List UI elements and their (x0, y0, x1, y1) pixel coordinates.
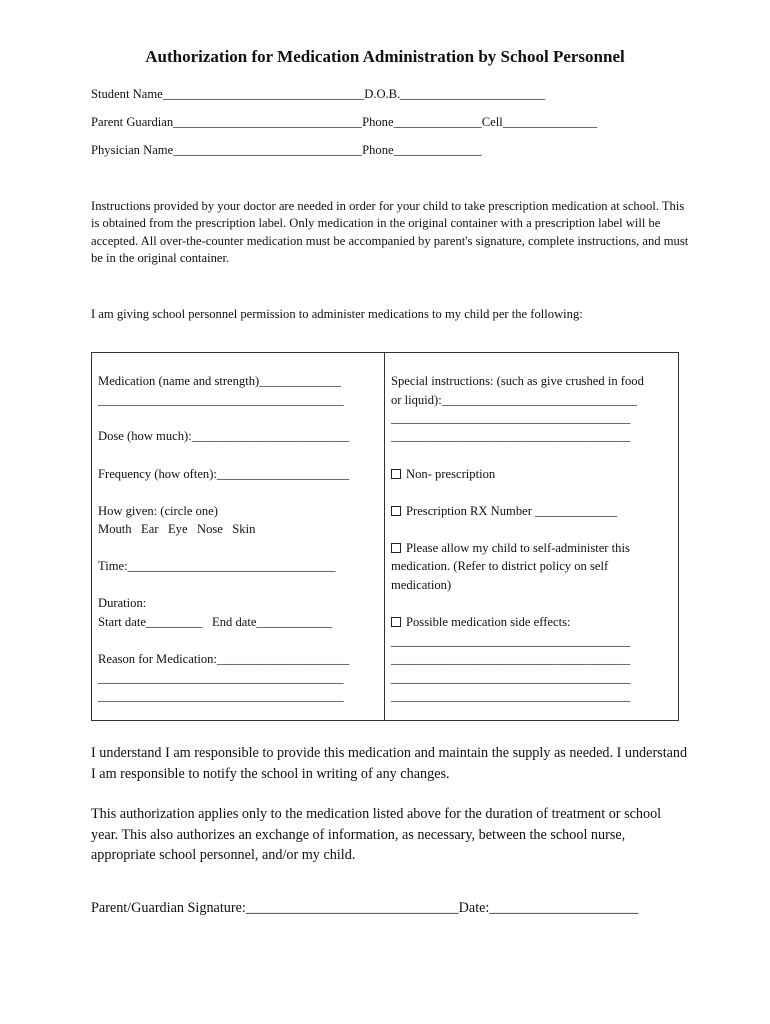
side-effects-line[interactable]: ______________________________________ (391, 671, 631, 685)
special-instructions-field[interactable]: or liquid):_______________________________ (391, 393, 637, 407)
self-administer-option[interactable] (391, 541, 630, 556)
prescription-rx-option[interactable] (391, 504, 617, 519)
non-prescription-option[interactable] (391, 467, 495, 482)
reason-field[interactable]: Reason for Medication:_____________________ (98, 652, 350, 666)
start-end-date-field[interactable]: Start date_________ End date____________ (98, 615, 332, 629)
reason-field-line[interactable]: _______________________________________ (98, 689, 344, 703)
medication-name-field-line[interactable]: _______________________________________ (98, 393, 344, 407)
how-given-label: How given: (circle one) (98, 504, 218, 518)
signature-date-line[interactable]: Parent/Guardian Signature:______________________________Date:_____________________ (91, 900, 639, 916)
self-administer-label-cont: medication. (Refer to district policy on self (391, 559, 609, 573)
page-title: Authorization for Medication Administration by School Personnel (145, 47, 625, 66)
side-effects-label: Possible medication side effects: (406, 615, 571, 629)
special-instructions-line[interactable]: ______________________________________ (391, 411, 631, 425)
duration-label: Duration: (98, 596, 147, 610)
self-administer-label-cont: medication) (391, 578, 452, 592)
authorization-paragraph: This authorization applies only to the medication listed above for the duration of treatment or school year. This also authorizes an exchange of information, as necessary, between the school nurse, appropriate school personnel, and/or my child. (91, 806, 662, 863)
checkbox-icon[interactable] (391, 617, 401, 627)
special-instructions-label: Special instructions: (such as give crushed in food (391, 374, 644, 388)
frequency-field[interactable]: Frequency (how often):_____________________ (98, 467, 350, 481)
permission-statement: I am giving school personnel permission to administer medications to my child per the following: (91, 307, 583, 321)
dose-field[interactable]: Dose (how much):_________________________ (98, 429, 350, 443)
table-column-divider (384, 352, 385, 721)
route-options[interactable]: Mouth Ear Eye Nose Skin (98, 522, 256, 536)
student-name-dob-line[interactable]: Student Name________________________________D.O.B._______________________ (91, 87, 546, 101)
self-administer-label: Please allow my child to self-administer this (406, 541, 630, 555)
reason-field-line[interactable]: _______________________________________ (98, 671, 344, 685)
checkbox-icon[interactable] (391, 469, 401, 479)
side-effects-line[interactable]: ______________________________________ (391, 689, 631, 703)
side-effects-line[interactable]: ______________________________________ (391, 652, 631, 666)
side-effects-line[interactable]: ______________________________________ (391, 634, 631, 648)
prescription-rx-label: Prescription RX Number _____________ (406, 504, 617, 518)
parent-phone-cell-line[interactable]: Parent Guardian______________________________Phone______________Cell_______________ (91, 115, 598, 129)
physician-phone-line[interactable]: Physician Name______________________________Phone______________ (91, 143, 482, 157)
checkbox-icon[interactable] (391, 506, 401, 516)
responsibility-paragraph: I understand I am responsible to provide this medication and maintain the supply as needed. I understand I am responsible to notify the school in writing of any changes. (91, 745, 688, 782)
time-field[interactable]: Time:_________________________________ (98, 559, 336, 573)
checkbox-icon[interactable] (391, 543, 401, 553)
medication-name-field[interactable]: Medication (name and strength)_____________ (98, 374, 342, 388)
non-prescription-label: Non- prescription (406, 467, 496, 481)
instructions-paragraph: Instructions provided by your doctor are needed in order for your child to take prescription medication at school. This is obtained from the prescription label. Only medication in the original container with a prescription label will be accepted. All over-the-counter medication must be accompanied by parent's signature, complete instructions, and must be in the original container. (91, 199, 689, 265)
special-instructions-line[interactable]: ______________________________________ (391, 429, 631, 443)
side-effects-option[interactable] (391, 615, 571, 630)
